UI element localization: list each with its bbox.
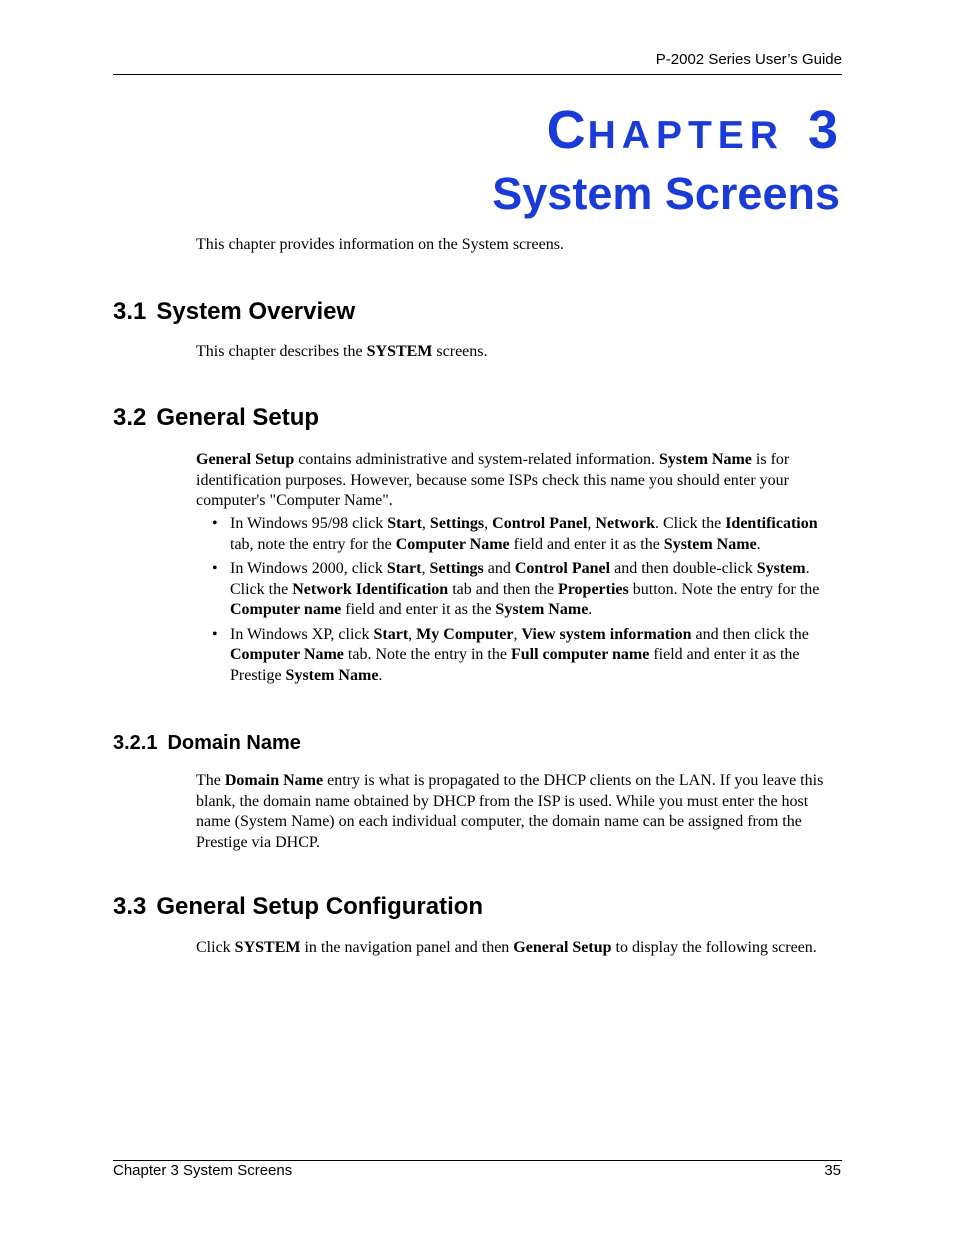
- text-run: In Windows XP, click: [230, 625, 374, 643]
- section-heading-3-3: [113, 893, 483, 921]
- section-3-2-paragraph: [196, 450, 844, 512]
- chapter-label-rest: HAPTER: [587, 114, 784, 157]
- bold-run: SYSTEM: [234, 939, 301, 956]
- bold-run: Settings: [429, 560, 484, 577]
- section-title: Domain Name: [167, 732, 301, 754]
- text-run: and then double-click: [610, 560, 757, 577]
- section-title: General Setup Configuration: [156, 893, 484, 920]
- bullet-icon: •: [212, 560, 218, 577]
- bold-run: Start: [387, 515, 422, 532]
- bold-run: System Name: [495, 601, 589, 618]
- bold-run: System: [756, 560, 806, 577]
- text-run: .: [378, 666, 383, 684]
- bold-run: View system information: [521, 625, 692, 643]
- header-rule: [113, 74, 842, 75]
- section-3-2-1-paragraph: [196, 771, 844, 853]
- section-number: 3.2.1: [113, 732, 158, 754]
- text-run: entry is what is propagated to the DHCP clients on the LAN. If you leave this blank, the domain name obtained by DHCP from the ISP is used. While you must enter the host name (System Name) on each individual computer, the domain name can be assigned from the Prestige via DHCP.: [196, 772, 824, 851]
- list-item: [196, 559, 844, 621]
- section-3-1-paragraph: [196, 342, 844, 363]
- bold-run: Identification: [725, 515, 818, 532]
- chapter-title: System Screens: [492, 168, 840, 219]
- text-run: ,: [421, 560, 430, 577]
- section-heading-3-1: [113, 298, 355, 326]
- section-number: 3.2: [113, 404, 147, 431]
- text-run: . Click the: [654, 515, 726, 532]
- list-item: [196, 625, 844, 687]
- chapter-label: [547, 100, 840, 166]
- text-run: field and enter it as the Prestige: [230, 646, 800, 684]
- bold-run: Start: [373, 625, 409, 643]
- text-run: and: [483, 560, 515, 577]
- page-number: 35: [824, 1162, 841, 1179]
- text-run: The: [196, 772, 225, 789]
- text-run: In Windows 95/98 click: [230, 515, 388, 532]
- running-header: P-2002 Series User’s Guide: [655, 51, 842, 68]
- text-run: contains administrative and system-related information.: [294, 451, 660, 468]
- text-run: ,: [408, 625, 417, 643]
- windows-instructions-list: [196, 514, 844, 690]
- bold-run: Properties: [557, 580, 629, 598]
- section-heading-3-2-1: [113, 732, 301, 755]
- text-run: ,: [421, 515, 430, 532]
- text-run: tab and then the: [448, 580, 558, 598]
- text-run: button. Note the entry for the: [628, 580, 820, 598]
- bold-run: System Name: [663, 535, 757, 553]
- text-run: screens.: [432, 343, 488, 360]
- bold-run: Computer Name: [230, 646, 344, 663]
- text-run: . Click the: [230, 560, 810, 598]
- list-item: [196, 514, 844, 555]
- chapter-label-initial: C: [546, 100, 588, 160]
- bullet-icon: •: [212, 515, 218, 532]
- text-run: .: [588, 601, 593, 618]
- text-run: In Windows 2000, click: [230, 560, 387, 577]
- text-run: Click: [196, 939, 235, 956]
- text-run: tab, note the entry for the: [230, 535, 396, 553]
- text-run: and then click the: [691, 625, 809, 643]
- bold-run: Control Panel: [492, 515, 588, 532]
- bold-run: General Setup: [513, 939, 612, 956]
- text-run: ,: [587, 515, 596, 532]
- section-number: 3.3: [113, 893, 147, 920]
- section-title: General Setup: [156, 404, 320, 431]
- bold-run: Settings: [429, 515, 485, 532]
- bold-run: System Name: [659, 451, 752, 468]
- bold-run: Network: [595, 515, 655, 532]
- running-footer: Chapter 3 System Screens: [113, 1162, 293, 1179]
- bold-run: Computer Name: [395, 535, 510, 553]
- bold-run: System Name: [285, 666, 379, 684]
- bold-run: Computer name: [230, 601, 342, 618]
- bold-run: Control Panel: [514, 560, 611, 577]
- text-run: ,: [484, 515, 493, 532]
- footer-rule: [113, 1160, 842, 1161]
- text-run: to display the following screen.: [611, 939, 817, 956]
- text-run: This chapter describes the: [196, 343, 367, 360]
- text-run: is for identification purposes. However, because some ISPs check this name you should enter your computer's "Computer Name".: [196, 451, 790, 509]
- section-3-3-paragraph: [196, 938, 844, 959]
- bold-run: Start: [386, 560, 422, 577]
- section-heading-3-2: [113, 404, 319, 432]
- bullet-icon: •: [212, 625, 218, 643]
- chapter-number: 3: [807, 100, 840, 160]
- bold-run: Network Identification: [292, 580, 449, 598]
- bold-run: Full computer name: [510, 646, 650, 663]
- text-run: field and enter it as the: [509, 535, 664, 553]
- chapter-intro: This chapter provides information on the System screens.: [196, 236, 564, 253]
- text-run: tab. Note the entry in the: [343, 646, 511, 663]
- text-run: .: [756, 535, 761, 553]
- text-run: ,: [513, 625, 522, 643]
- section-title: System Overview: [156, 298, 356, 325]
- section-number: 3.1: [113, 298, 147, 325]
- text-run: field and enter it as the: [341, 601, 496, 618]
- text-run: in the navigation panel and then: [300, 939, 514, 956]
- bold-run: SYSTEM: [366, 343, 433, 360]
- bold-run: Domain Name: [224, 772, 324, 789]
- bold-run: My Computer: [416, 625, 514, 643]
- bold-run: General Setup: [196, 451, 295, 468]
